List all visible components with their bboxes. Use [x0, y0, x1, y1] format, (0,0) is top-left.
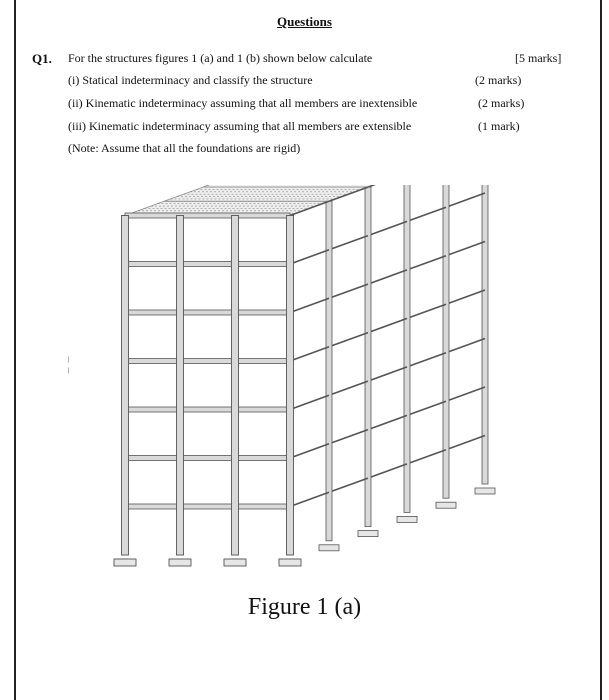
question-marks-4: (1 mark) [478, 119, 520, 133]
depth-beam [290, 347, 329, 361]
footing [114, 559, 136, 566]
page-heading: Questions [277, 14, 332, 29]
column [404, 185, 410, 512]
depth-beam [368, 270, 407, 284]
question-line-2: (i) Statical indeterminacy and classify the structure [68, 73, 313, 87]
footing [436, 502, 456, 508]
column [365, 187, 371, 526]
depth-beam [290, 298, 329, 312]
floor-beam [125, 310, 290, 315]
footing [358, 531, 378, 537]
depth-beam [329, 478, 368, 492]
footing [397, 516, 417, 522]
figure-caption: Figure 1 (a) [247, 594, 362, 620]
depth-beam [290, 444, 329, 458]
column [482, 185, 488, 484]
depth-beam [329, 333, 368, 347]
depth-beam [329, 430, 368, 444]
depth-beam [446, 290, 485, 304]
question-note: (Note: Assume that all the foundations are rigid) [68, 141, 301, 155]
depth-beam [407, 256, 446, 270]
floor-beam [125, 359, 290, 364]
structure-figure [60, 185, 560, 595]
depth-beam [407, 353, 446, 367]
question-line-1: For the structures figures 1 (a) and 1 (b) shown below calculate [68, 51, 373, 65]
depth-beam [368, 415, 407, 429]
floor-beam [125, 407, 290, 412]
column [232, 216, 239, 556]
column [287, 216, 294, 556]
depth-beam [446, 387, 485, 401]
footing [169, 559, 191, 566]
depth-beam [407, 401, 446, 415]
depth-beam [407, 207, 446, 221]
column [122, 216, 129, 556]
depth-beam [368, 367, 407, 381]
depth-beam [407, 450, 446, 464]
depth-beam [329, 236, 368, 250]
question-number: Q1. [32, 51, 52, 66]
depth-beam [446, 193, 485, 207]
depth-beam [290, 492, 329, 506]
depth-beam [368, 318, 407, 332]
footing [224, 559, 246, 566]
question-marks-1: [5 marks] [515, 51, 562, 65]
question-marks-2: (2 marks) [475, 73, 522, 87]
depth-beam [446, 339, 485, 353]
depth-beam [368, 464, 407, 478]
depth-beam [329, 381, 368, 395]
floor-beam [125, 262, 290, 267]
depth-beam [329, 284, 368, 298]
depth-beam [446, 436, 485, 450]
depth-beam [368, 221, 407, 235]
floor-beam [125, 504, 290, 509]
floor-beam [125, 213, 290, 218]
depth-beam [368, 185, 407, 187]
column [177, 216, 184, 556]
depth-beam [446, 242, 485, 256]
footing [319, 545, 339, 551]
column [326, 201, 332, 541]
depth-beam [290, 250, 329, 264]
depth-beam [290, 395, 329, 409]
footing [475, 488, 495, 494]
question-line-4: (iii) Kinematic indeterminacy assuming that all members are extensible [68, 119, 412, 133]
floor-beam [125, 456, 290, 461]
question-line-3: (ii) Kinematic indeterminacy assuming that all members are inextensible [68, 96, 418, 110]
depth-beam [407, 304, 446, 318]
footing [279, 559, 301, 566]
question-marks-3: (2 marks) [478, 96, 525, 110]
